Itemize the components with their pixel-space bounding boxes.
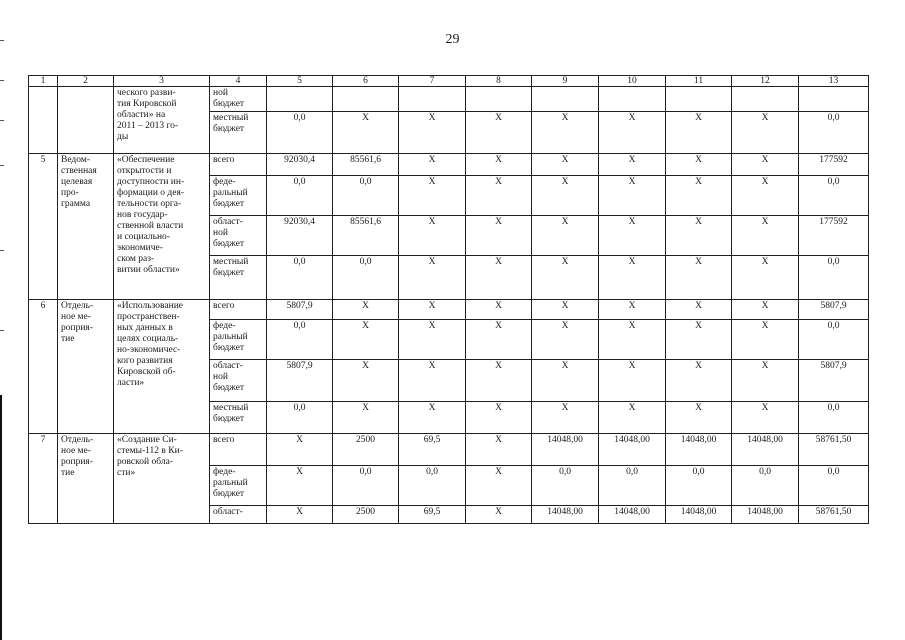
- value-cell: 5807,9: [267, 360, 333, 402]
- column-number: 1: [29, 76, 58, 87]
- value-cell: Х: [732, 402, 799, 434]
- value-cell: Х: [466, 466, 532, 506]
- value-cell: 0,0: [799, 256, 869, 300]
- value-cell: Х: [399, 176, 466, 216]
- value-cell: 5807,9: [799, 300, 869, 320]
- value-cell: Х: [267, 506, 333, 524]
- value-cell: Х: [532, 300, 599, 320]
- value-cell: Х: [599, 360, 666, 402]
- value-cell: 0,0: [267, 256, 333, 300]
- value-cell: 14048,00: [666, 506, 732, 524]
- budget-type-cell: всего: [210, 300, 267, 320]
- row-number-cell: 6: [29, 300, 58, 434]
- value-cell: 14048,00: [732, 506, 799, 524]
- value-cell: 0,0: [267, 320, 333, 360]
- column-number-row: [29, 76, 869, 87]
- budget-type-cell: всего: [210, 434, 267, 466]
- value-cell: Х: [532, 320, 599, 360]
- row-number-cell: 7: [29, 434, 58, 524]
- value-cell: Х: [399, 300, 466, 320]
- value-cell: 177592: [799, 154, 869, 176]
- value-cell: 69,5: [399, 434, 466, 466]
- value-cell: 5807,9: [799, 360, 869, 402]
- value-cell: Х: [333, 112, 399, 154]
- value-cell: Х: [399, 112, 466, 154]
- program-name-cell: «Создание Си- стемы-112 в Ки- ровской обла- сти»: [114, 434, 210, 524]
- value-cell: Х: [599, 320, 666, 360]
- value-cell: Х: [599, 112, 666, 154]
- value-cell: 0,0: [333, 466, 399, 506]
- value-cell: 0,0: [399, 466, 466, 506]
- value-cell: 0,0: [532, 466, 599, 506]
- empty-cell: [58, 87, 114, 154]
- program-name-cell: «Обеспечение открытости и доступности ин- формации о дея- тельности орга- нов государ- ственной власти и социально- экономиче- ском раз- витии области»: [114, 154, 210, 300]
- table-row: [29, 87, 869, 112]
- budget-type-cell: ной бюджет: [210, 87, 267, 112]
- value-cell: Х: [732, 300, 799, 320]
- value-cell: Х: [466, 320, 532, 360]
- value-cell: Х: [732, 154, 799, 176]
- table-row: [29, 154, 869, 176]
- value-cell: Х: [466, 434, 532, 466]
- value-cell: 69,5: [399, 506, 466, 524]
- value-cell: Х: [666, 216, 732, 256]
- column-number: 9: [532, 76, 599, 87]
- value-cell: 58761,50: [799, 506, 869, 524]
- budget-type-cell: област- ной бюджет: [210, 216, 267, 256]
- margin-tick: [0, 120, 4, 121]
- column-number: 5: [267, 76, 333, 87]
- value-cell: Х: [599, 176, 666, 216]
- empty-cell: [267, 87, 333, 112]
- empty-cell: [732, 87, 799, 112]
- value-cell: 85561,6: [333, 216, 399, 256]
- value-cell: Х: [732, 112, 799, 154]
- empty-cell: [466, 87, 532, 112]
- column-number: 7: [399, 76, 466, 87]
- budget-type-cell: феде- ральный бюджет: [210, 176, 267, 216]
- value-cell: Х: [466, 506, 532, 524]
- empty-cell: [399, 87, 466, 112]
- value-cell: Х: [599, 154, 666, 176]
- margin-tick: [0, 40, 4, 41]
- value-cell: Х: [267, 466, 333, 506]
- value-cell: Х: [732, 216, 799, 256]
- budget-type-cell: феде- ральный бюджет: [210, 320, 267, 360]
- empty-cell: [532, 87, 599, 112]
- value-cell: Х: [466, 112, 532, 154]
- empty-cell: [799, 87, 869, 112]
- value-cell: 58761,50: [799, 434, 869, 466]
- value-cell: Х: [466, 256, 532, 300]
- table-row: [29, 300, 869, 320]
- budget-type-cell: местный бюджет: [210, 402, 267, 434]
- value-cell: Х: [399, 320, 466, 360]
- value-cell: Х: [399, 216, 466, 256]
- value-cell: 177592: [799, 216, 869, 256]
- value-cell: Х: [532, 402, 599, 434]
- value-cell: Х: [666, 360, 732, 402]
- value-cell: Х: [466, 216, 532, 256]
- empty-cell: [29, 87, 58, 154]
- margin-tick: [0, 165, 4, 166]
- budget-type-cell: област-: [210, 506, 267, 524]
- column-number: 4: [210, 76, 267, 87]
- empty-cell: [599, 87, 666, 112]
- value-cell: Х: [333, 360, 399, 402]
- value-cell: Х: [666, 300, 732, 320]
- column-number: 13: [799, 76, 869, 87]
- value-cell: 0,0: [599, 466, 666, 506]
- value-cell: 14048,00: [666, 434, 732, 466]
- value-cell: 14048,00: [599, 506, 666, 524]
- value-cell: Х: [732, 176, 799, 216]
- value-cell: Х: [399, 256, 466, 300]
- value-cell: 14048,00: [532, 506, 599, 524]
- value-cell: Х: [666, 402, 732, 434]
- value-cell: Х: [666, 320, 732, 360]
- value-cell: 0,0: [799, 320, 869, 360]
- value-cell: 0,0: [333, 176, 399, 216]
- value-cell: Х: [399, 360, 466, 402]
- value-cell: Х: [732, 360, 799, 402]
- value-cell: Х: [666, 112, 732, 154]
- column-number: 6: [333, 76, 399, 87]
- value-cell: 0,0: [732, 466, 799, 506]
- value-cell: 14048,00: [599, 434, 666, 466]
- value-cell: Х: [532, 360, 599, 402]
- column-number: 2: [58, 76, 114, 87]
- column-number: 11: [666, 76, 732, 87]
- value-cell: Х: [333, 320, 399, 360]
- value-cell: 2500: [333, 506, 399, 524]
- value-cell: Х: [333, 402, 399, 434]
- column-number: 8: [466, 76, 532, 87]
- column-number: 10: [599, 76, 666, 87]
- budget-type-cell: всего: [210, 154, 267, 176]
- table-row: [29, 434, 869, 466]
- budget-table: [28, 75, 869, 524]
- value-cell: 0,0: [799, 466, 869, 506]
- value-cell: Х: [466, 300, 532, 320]
- program-type-cell: Отдель- ное ме- роприя- тие: [58, 300, 114, 434]
- value-cell: Х: [466, 176, 532, 216]
- budget-type-cell: местный бюджет: [210, 256, 267, 300]
- value-cell: Х: [666, 176, 732, 216]
- page-number: 29: [445, 32, 460, 47]
- value-cell: 14048,00: [532, 434, 599, 466]
- program-type-cell: Отдель- ное ме- роприя- тие: [58, 434, 114, 524]
- value-cell: Х: [532, 256, 599, 300]
- value-cell: Х: [532, 176, 599, 216]
- value-cell: Х: [333, 300, 399, 320]
- value-cell: Х: [599, 402, 666, 434]
- value-cell: Х: [532, 154, 599, 176]
- value-cell: Х: [532, 112, 599, 154]
- value-cell: Х: [466, 154, 532, 176]
- value-cell: Х: [399, 154, 466, 176]
- empty-cell: [666, 87, 732, 112]
- value-cell: Х: [466, 360, 532, 402]
- budget-type-cell: област- ной бюджет: [210, 360, 267, 402]
- value-cell: Х: [399, 402, 466, 434]
- value-cell: Х: [267, 434, 333, 466]
- left-margin-rule: [0, 395, 2, 640]
- value-cell: 0,0: [333, 256, 399, 300]
- column-number: 3: [114, 76, 210, 87]
- program-name-cell: ческого разви- тия Кировской области» на 2011 – 2013 го- ды: [114, 87, 210, 154]
- program-type-cell: Ведом- ственная целевая про- грамма: [58, 154, 114, 300]
- margin-tick: [0, 330, 4, 331]
- value-cell: Х: [732, 256, 799, 300]
- value-cell: 0,0: [799, 112, 869, 154]
- value-cell: 92030,4: [267, 216, 333, 256]
- value-cell: 0,0: [666, 466, 732, 506]
- value-cell: Х: [599, 216, 666, 256]
- value-cell: 2500: [333, 434, 399, 466]
- value-cell: Х: [466, 402, 532, 434]
- value-cell: 0,0: [267, 112, 333, 154]
- margin-tick: [0, 250, 4, 251]
- value-cell: Х: [532, 216, 599, 256]
- value-cell: Х: [732, 320, 799, 360]
- value-cell: 0,0: [799, 176, 869, 216]
- value-cell: 0,0: [799, 402, 869, 434]
- margin-tick: [0, 80, 4, 81]
- value-cell: 92030,4: [267, 154, 333, 176]
- value-cell: 0,0: [267, 176, 333, 216]
- budget-type-cell: местный бюджет: [210, 112, 267, 154]
- value-cell: Х: [666, 154, 732, 176]
- column-number: 12: [732, 76, 799, 87]
- value-cell: Х: [599, 256, 666, 300]
- empty-cell: [333, 87, 399, 112]
- value-cell: 85561,6: [333, 154, 399, 176]
- value-cell: 14048,00: [732, 434, 799, 466]
- value-cell: 0,0: [267, 402, 333, 434]
- program-name-cell: «Использование пространствен- ных данных в целях социаль- но-экономичес- кого развития Кировской об- ласти»: [114, 300, 210, 434]
- row-number-cell: 5: [29, 154, 58, 300]
- budget-type-cell: феде- ральный бюджет: [210, 466, 267, 506]
- value-cell: 5807,9: [267, 300, 333, 320]
- value-cell: Х: [666, 256, 732, 300]
- value-cell: Х: [599, 300, 666, 320]
